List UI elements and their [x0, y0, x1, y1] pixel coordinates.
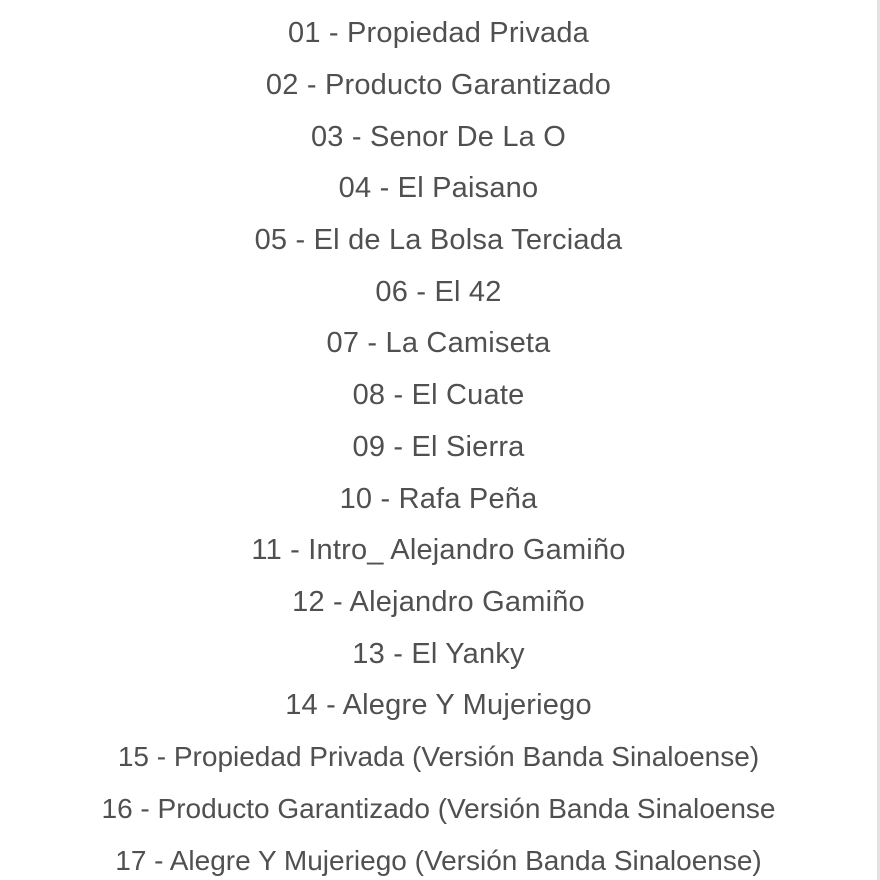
track-item-06: 06 - El 42	[375, 275, 502, 308]
track-item-02: 02 - Producto Garantizado	[265, 69, 612, 102]
track-item-07: 07 - La Camiseta	[326, 327, 551, 360]
track-item-15: 15 - Propiedad Privada (Versión Banda Sinaloense)	[117, 741, 760, 773]
track-list	[0, 8, 877, 880]
track-item-03: 03 - Senor De La O	[310, 120, 567, 153]
track-item-17: 17 - Alegre Y Mujeriego (Versión Banda Sinaloense)	[115, 844, 762, 876]
track-item-01: 01 - Propiedad Privada	[287, 17, 590, 50]
track-item-09: 09 - El Sierra	[352, 430, 525, 463]
track-item-08: 08 - El Cuate	[352, 379, 525, 412]
track-item-13: 13 - El Yanky	[352, 637, 525, 670]
track-item-04: 04 - El Paisano	[338, 172, 539, 205]
track-item-11: 11 - Intro_ Alejandro Gamiño	[251, 534, 626, 567]
track-item-14: 14 - Alegre Y Mujeriego	[285, 689, 592, 722]
track-item-10: 10 - Rafa Peña	[339, 482, 538, 515]
track-item-16: 16 - Producto Garantizado (Versión Banda Sinaloense	[101, 793, 776, 825]
track-item-05: 05 - El de La Bolsa Terciada	[254, 224, 623, 257]
track-item-12: 12 - Alejandro Gamiño	[292, 585, 585, 618]
